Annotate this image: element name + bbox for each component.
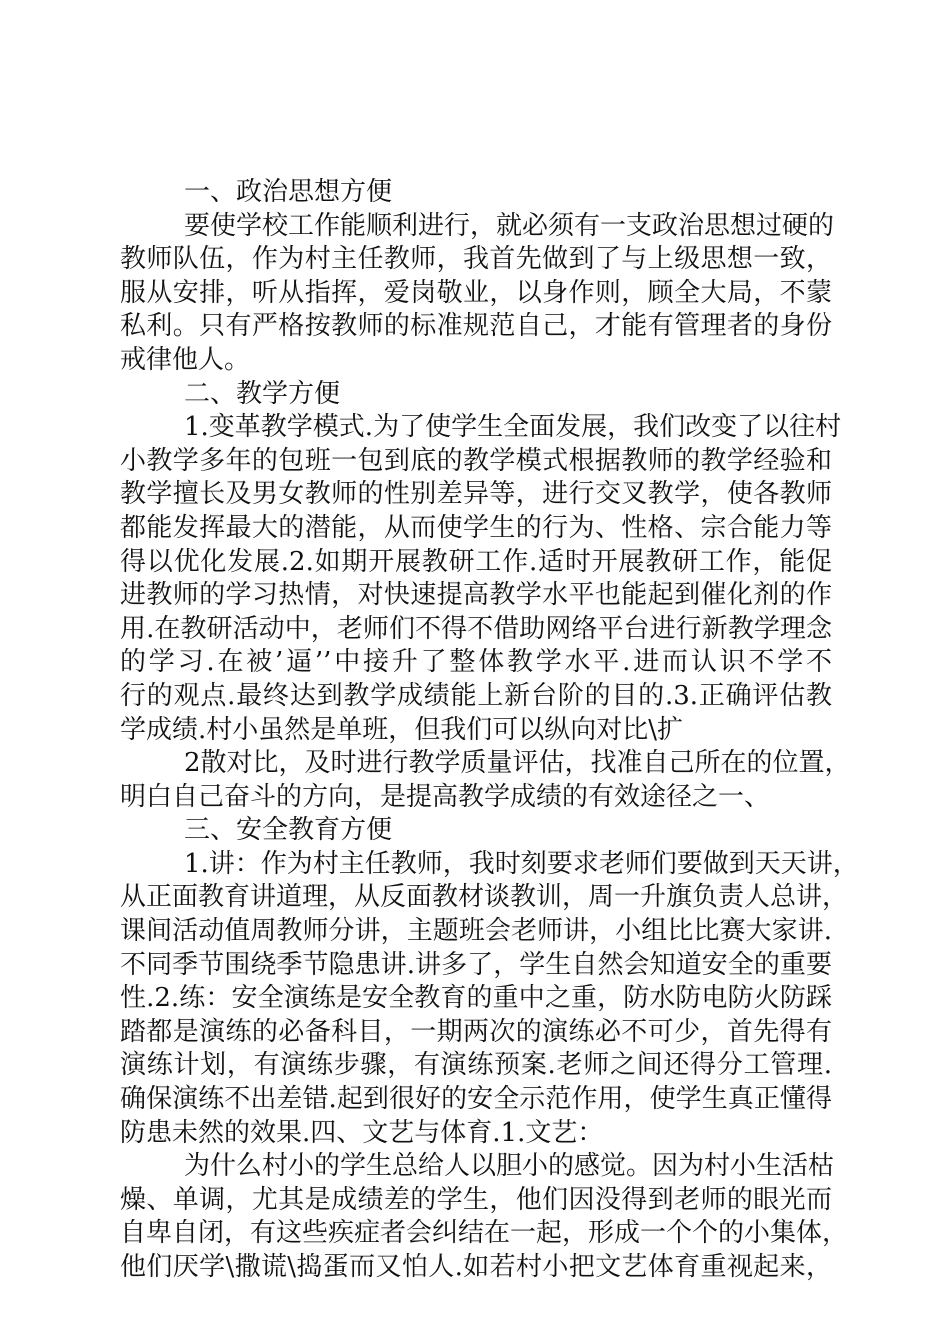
- text-line: 演练计划，有演练步骤，有演练预案.老师之间还得分工管理.: [120, 1050, 832, 1081]
- text-line: 用.在教研活动中，老师们不得不借助网络平台进行新教学理念: [120, 613, 832, 644]
- text-line: 学成绩.村小虽然是单班，但我们可以纵向对比\扩: [120, 714, 684, 745]
- text-line: 踏都是演练的必备科目，一期两次的演练必不可少，首先得有: [120, 1016, 832, 1047]
- text-line: 明白自己奋斗的方向，是提高教学成绩的有效途径之一、: [120, 781, 771, 812]
- text-line: 为什么村小的学生总给人以胆小的感觉。因为村小生活枯: [184, 1151, 835, 1182]
- text-line: 1.讲：作为村主任教师，我时刻要求老师们要做到天天讲，: [184, 848, 859, 879]
- text-line: 三、安全教育方便: [184, 815, 393, 846]
- text-line: 他们厌学\撒谎\捣蛋而又怕人.如若村小把文艺体育重视起来，: [120, 1252, 832, 1282]
- text-line: 二、教学方便: [184, 378, 341, 409]
- text-line: 都能发挥最大的潜能，从而使学生的行为、性格、宗合能力等: [120, 512, 832, 543]
- text-line: 确保演练不出差错.起到很好的安全示范作用，使学生真正懂得: [120, 1084, 832, 1115]
- text-line: 从正面教育讲道理，从反面教材谈教训，周一升旗负责人总讲，: [120, 882, 849, 913]
- text-line: 自卑自闭，有这些疾症者会纠结在一起，形成一个个的小集体，: [120, 1218, 849, 1249]
- document-body: [120, 176, 859, 1285]
- text-line: 小教学多年的包班一包到底的教学模式根据教师的教学经验和: [120, 445, 832, 476]
- text-line: 服从安排，听从指挥，爱岗敬业，以身作则，顾全大局，不蒙: [120, 277, 832, 308]
- text-line: 教学擅长及男女教师的性别差异等，进行交叉教学，使各教师: [120, 479, 832, 510]
- text-line: 2散对比，及时进行教学质量评估，找准自己所在的位置，: [184, 748, 851, 779]
- text-line: 要使学校工作能顺利进行，就必须有一支政治思想过硬的: [184, 210, 835, 241]
- text-line: 行的观点.最终达到教学成绩能上新台阶的目的.3.正确评估教: [120, 680, 832, 711]
- text-line: 防患未然的效果.四、文艺与体育.1.文艺：: [120, 1117, 604, 1148]
- text-line: 课间活动值周教师分讲，主题班会老师讲，小组比比赛大家讲.: [120, 916, 832, 947]
- text-line: 性.2.练：安全演练是安全教育的重中之重，防水防电防火防踩: [120, 983, 832, 1014]
- text-line: 燥、单调，尤其是成绩差的学生，他们因没得到老师的眼光而: [120, 1184, 832, 1215]
- text-line: 教师队伍，作为村主任教师，我首先做到了与上级思想一致，: [120, 244, 832, 275]
- text-line: 不同季节围绕季节隐患讲.讲多了，学生自然会知道安全的重要: [120, 949, 832, 980]
- text-line: 戒律他人。: [120, 344, 251, 375]
- text-line: 的学习.在被’逼’’中接升了整体教学水平.进而认识不学不: [120, 647, 832, 678]
- text-line: 私利。只有严格按教师的标准规范自己，才能有管理者的身份: [120, 311, 832, 342]
- text-line: 进教师的学习热情，对快速提高教学水平也能起到催化剂的作: [120, 580, 832, 611]
- text-line: 1.变革教学模式.为了使学生全面发展，我们改变了以往村: [184, 412, 842, 443]
- text-line: 一、政治思想方便: [184, 177, 393, 207]
- text-line: 得以优化发展.2.如期开展教研工作.适时开展教研工作，能促: [120, 546, 832, 577]
